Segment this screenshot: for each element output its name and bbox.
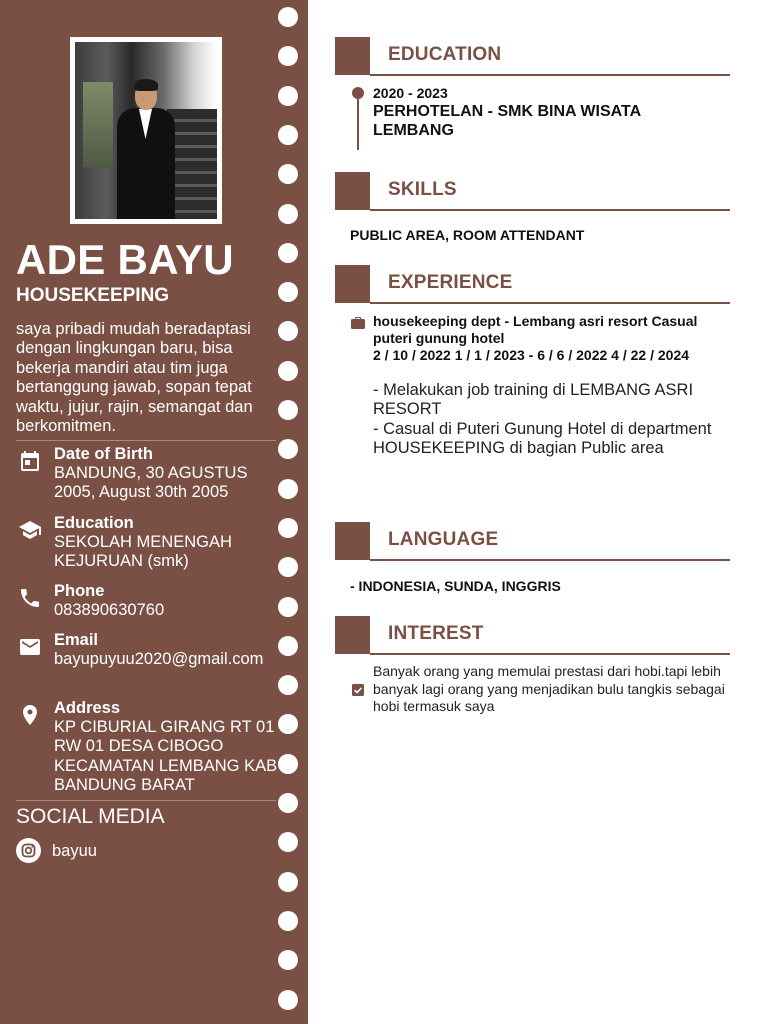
dob-label: Date of Birth bbox=[54, 445, 153, 463]
education-school: PERHOTELAN - SMK BINA WISATA LEMBANG bbox=[373, 103, 641, 139]
address-value: KP CIBURIAL GIRANG RT 01 RW 01 DESA CIBOGO KECAMATAN LEMBANG KAB BANDUNG BARAT bbox=[54, 718, 278, 795]
binder-hole bbox=[278, 243, 298, 263]
binder-hole bbox=[278, 872, 298, 892]
profile-photo-image bbox=[75, 42, 217, 219]
location-pin-icon bbox=[18, 703, 42, 727]
experience-title: EXPERIENCE bbox=[388, 272, 513, 293]
address-label: Address bbox=[54, 699, 121, 717]
email-label: Email bbox=[54, 631, 99, 649]
experience-dates: 2 / 10 / 2022 1 / 1 / 2023 - 6 / 6 / 2022 4 / 22 / 2024 bbox=[373, 347, 690, 363]
experience-desc-2: - Casual di Puteri Gunung Hotel di department HOUSEKEEPING di bagian Public area bbox=[373, 419, 712, 458]
email-value[interactable]: bayupuyuu2020@gmail.com bbox=[54, 650, 264, 668]
language-title: LANGUAGE bbox=[388, 529, 499, 550]
skills-section-header bbox=[335, 172, 730, 212]
binder-hole bbox=[278, 636, 298, 656]
education-value: SEKOLAH MENENGAH KEJURUAN (smk) bbox=[54, 533, 232, 571]
instagram-icon bbox=[16, 838, 41, 863]
profile-photo bbox=[70, 37, 222, 224]
graduation-cap-icon bbox=[18, 518, 42, 542]
binder-hole bbox=[278, 361, 298, 381]
sidebar bbox=[0, 0, 308, 1024]
skills-text: PUBLIC AREA, ROOM ATTENDANT bbox=[350, 227, 585, 243]
profile-name: ADE BAYU bbox=[16, 236, 234, 283]
profile-about: saya pribadi mudah beradaptasi dengan lingkungan baru, bisa bekerja mandiri atau tim juga bertanggung jawab, sopan tepat waktu, jujur, rajin, semangat dan berkomitmen. bbox=[16, 320, 253, 436]
binder-hole bbox=[278, 675, 298, 695]
interest-title: INTEREST bbox=[388, 623, 484, 644]
binder-hole bbox=[278, 400, 298, 420]
divider bbox=[16, 440, 276, 441]
binder-hole bbox=[278, 86, 298, 106]
phone-value: 083890630760 bbox=[54, 601, 165, 619]
binder-hole bbox=[278, 439, 298, 459]
phone-icon bbox=[18, 586, 42, 610]
divider bbox=[16, 800, 276, 801]
binder-hole bbox=[278, 754, 298, 774]
binder-hole bbox=[278, 518, 298, 538]
interest-section-header bbox=[335, 616, 730, 656]
calendar-icon bbox=[18, 449, 42, 473]
phone-label: Phone bbox=[54, 582, 105, 600]
binder-hole bbox=[278, 793, 298, 813]
binder-hole bbox=[278, 164, 298, 184]
binder-hole bbox=[278, 714, 298, 734]
skills-title: SKILLS bbox=[388, 179, 457, 200]
education-section-header bbox=[335, 37, 730, 77]
contact-phone bbox=[16, 582, 280, 624]
contact-dob bbox=[16, 445, 280, 505]
experience-section-header bbox=[335, 265, 730, 305]
binder-hole bbox=[278, 479, 298, 499]
binder-hole bbox=[278, 204, 298, 224]
binder-hole bbox=[278, 597, 298, 617]
mail-icon bbox=[18, 635, 42, 659]
binder-hole bbox=[278, 950, 298, 970]
profile-role: HOUSEKEEPING bbox=[16, 285, 170, 306]
instagram-handle: bayuu bbox=[52, 842, 97, 860]
binder-hole bbox=[278, 7, 298, 27]
binder-hole bbox=[278, 321, 298, 341]
binder-hole bbox=[278, 911, 298, 931]
language-section-header bbox=[335, 522, 730, 562]
contact-education bbox=[16, 514, 280, 574]
briefcase-icon bbox=[351, 316, 365, 330]
binder-hole bbox=[278, 832, 298, 852]
timeline-dot bbox=[352, 87, 364, 99]
checkbox-icon bbox=[351, 683, 365, 697]
education-years: 2020 - 2023 bbox=[373, 85, 448, 101]
timeline-line bbox=[357, 95, 359, 150]
experience-desc-1: - Melakukan job training di LEMBANG ASRI RESORT bbox=[373, 381, 694, 419]
binder-hole bbox=[278, 125, 298, 145]
binder-hole bbox=[278, 282, 298, 302]
education-title: EDUCATION bbox=[388, 44, 502, 65]
contact-email bbox=[16, 631, 280, 691]
binder-hole bbox=[278, 990, 298, 1010]
social-media-title: SOCIAL MEDIA bbox=[16, 805, 165, 828]
contact-address bbox=[16, 699, 280, 799]
interest-text: Banyak orang yang memulai prestasi dari hobi.tapi lebih banyak lagi orang yang menjadikan bulu tangkis sebagai hobi termasuk saya bbox=[373, 663, 725, 714]
binder-hole bbox=[278, 46, 298, 66]
dob-value: BANDUNG, 30 AGUSTUS 2005, August 30th 2005 bbox=[54, 464, 248, 502]
education-label: Education bbox=[54, 514, 134, 532]
experience-description bbox=[373, 381, 723, 459]
experience-company: housekeeping dept - Lembang asri resort Casual puteri gunung hotel bbox=[373, 313, 698, 346]
binder-hole bbox=[278, 557, 298, 577]
language-text: - INDONESIA, SUNDA, INGGRIS bbox=[350, 578, 561, 594]
